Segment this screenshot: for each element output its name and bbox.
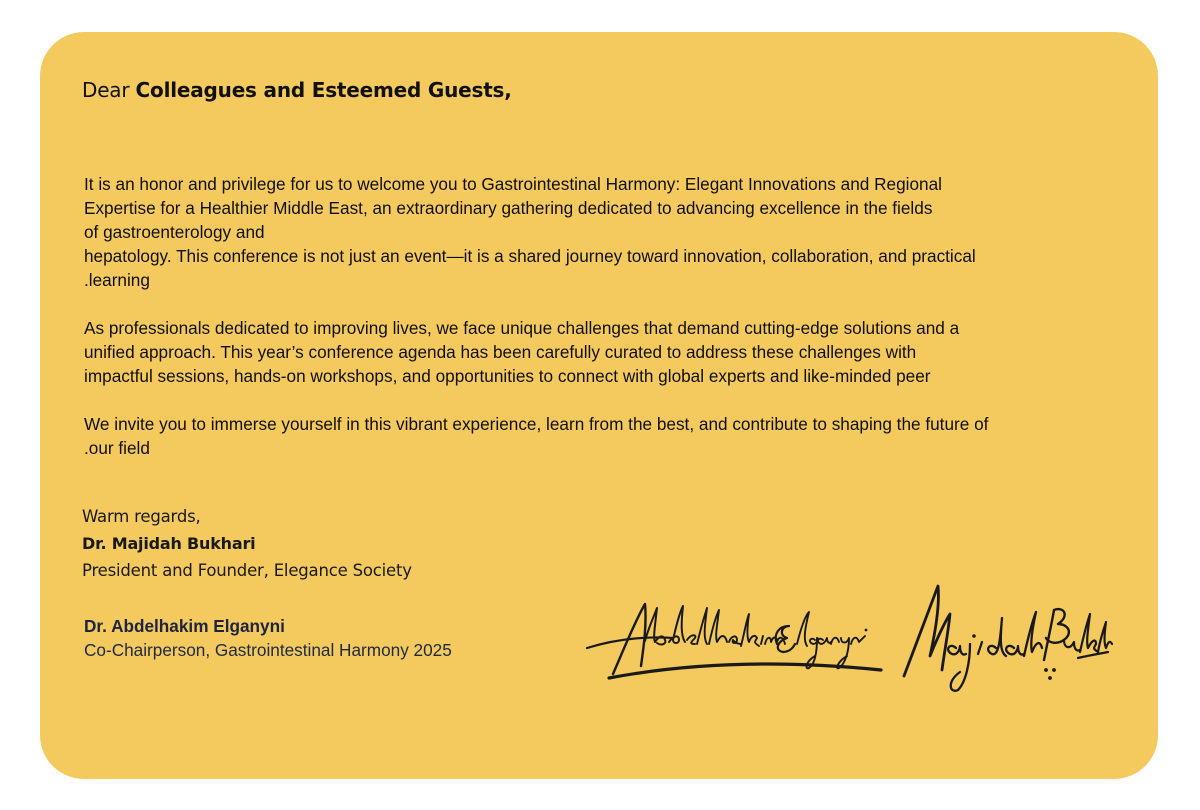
signature-majidah-bukhari <box>898 578 1113 703</box>
salutation-prefix: Dear <box>82 78 136 102</box>
closing-text: Warm regards, <box>82 507 201 526</box>
paragraph-line: Expertise for a Healthier Middle East, an extraordinary gathering dedicated to advancing excellence in the fields <box>84 198 933 218</box>
signer2-title: Co-Chairperson, Gastrointestinal Harmony 2025 <box>84 640 452 660</box>
paragraph-challenges <box>84 316 959 388</box>
paragraph-line: As professionals dedicated to improving lives, we face unique challenges that demand cutting-edge solutions and a <box>84 318 960 338</box>
paragraph-line: unified approach. This year’s conference agenda has been carefully curated to address these challenges with <box>84 342 917 362</box>
closing-block <box>82 503 412 584</box>
signer2-name: Dr. Abdelhakim Elganyni <box>84 616 285 636</box>
salutation-emphasis: Colleagues and Esteemed Guests <box>135 78 505 102</box>
paragraph-line: We invite you to immerse yourself in this vibrant experience, learn from the best, and contribute to shaping the future of <box>84 414 989 434</box>
paragraph-line: hepatology. This conference is not just an event—it is a shared journey toward innovation, collaboration, and practical <box>84 246 976 266</box>
signer1-name: Dr. Majidah Bukhari <box>82 534 256 553</box>
signer1-title: President and Founder, Elegance Society <box>82 561 412 580</box>
paragraph-invitation <box>84 412 988 460</box>
paragraph-line: impactful sessions, hands-on workshops, and opportunities to connect with global experts and like-minded peer <box>84 366 931 386</box>
signature-abdelhakim-elganyni <box>583 596 888 686</box>
paragraph-line: It is an honor and privilege for us to welcome you to Gastrointestinal Harmony: Elegant Innovations and Regional <box>84 174 942 194</box>
paragraph-line: of gastroenterology and <box>84 222 265 242</box>
salutation-suffix: , <box>504 78 512 102</box>
paragraph-welcome <box>84 172 976 292</box>
paragraph-line: .our field <box>84 438 150 458</box>
paragraph-line: .learning <box>84 270 150 290</box>
cochair-block <box>84 614 452 662</box>
salutation <box>82 78 512 102</box>
